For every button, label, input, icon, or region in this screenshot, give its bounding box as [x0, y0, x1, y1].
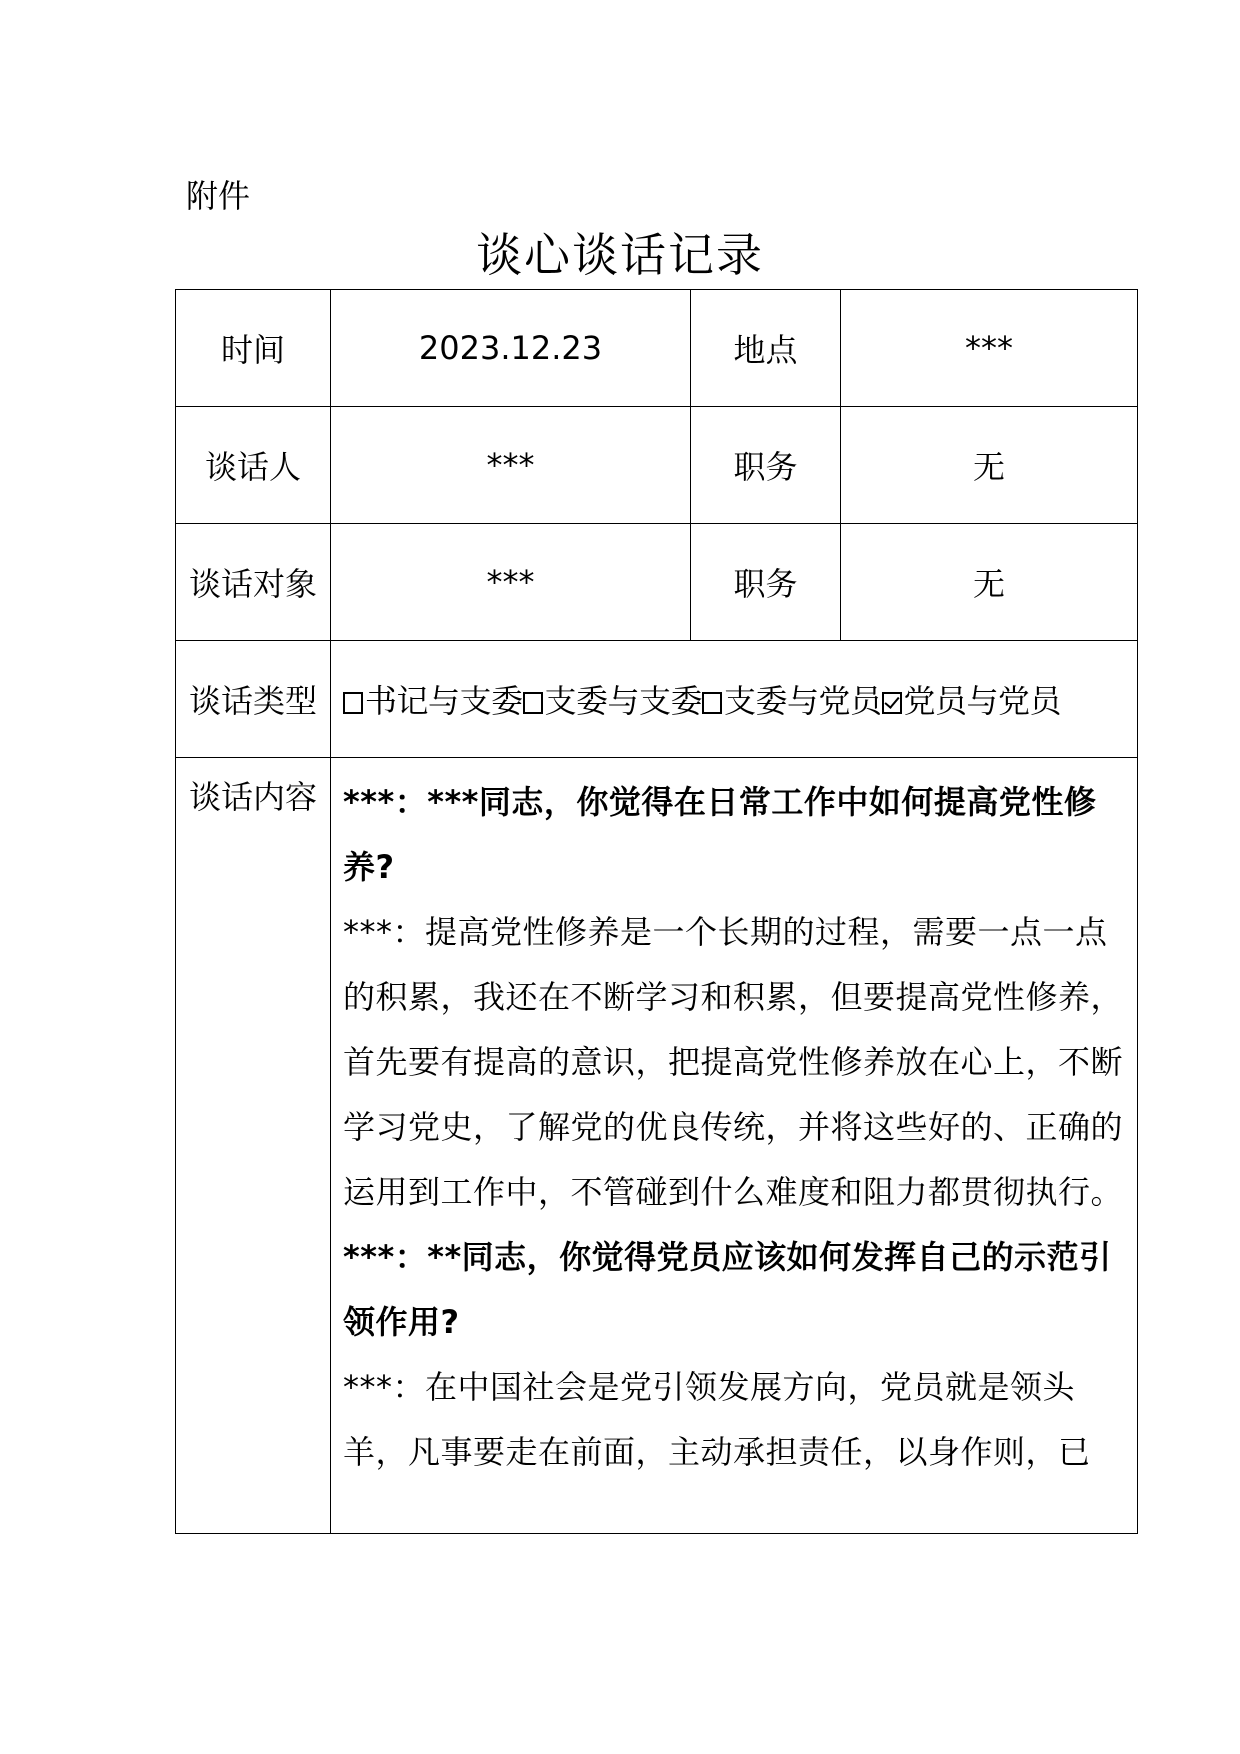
- content-question: ***：***同志，你觉得在日常工作中如何提高党性修养?: [343, 783, 1097, 886]
- table-row-content: [176, 758, 1138, 1534]
- content-answer: ***：提高党性修养是一个长期的过程，需要一点一点的积累，我还在不断学习和积累，但要提高党性修养，首先要有提高的意识，把提高党性修养放在心上，不断学习党史，了解党的优良传统，并将这些好的、正确的运用到工作中，不管碰到什么难度和阻力都贯彻执行。: [343, 913, 1124, 1211]
- speaker-value: ***: [331, 407, 691, 524]
- checkbox-checked-icon[interactable]: [882, 692, 902, 714]
- checkbox-icon[interactable]: [702, 692, 722, 714]
- content-cell: [331, 758, 1138, 1534]
- type-label: 谈话类型: [176, 641, 331, 758]
- type-option-label: 支委与支委: [544, 682, 703, 720]
- table-row-type: [176, 641, 1138, 758]
- place-value: ***: [841, 290, 1138, 407]
- place-label: 地点: [691, 290, 841, 407]
- table-row-target: [176, 524, 1138, 641]
- content-question: ***：**同志，你觉得党员应该如何发挥自己的示范引领作用?: [343, 1238, 1112, 1341]
- time-value: 2023.12.23: [331, 290, 691, 407]
- document-title: 谈心谈话记录: [476, 228, 764, 282]
- target-value: ***: [331, 524, 691, 641]
- type-option-committee-committee[interactable]: [523, 682, 703, 720]
- speaker-position-value: 无: [841, 407, 1138, 524]
- type-option-label: 支委与党员: [724, 682, 882, 720]
- speaker-position-label: 职务: [691, 407, 841, 524]
- record-table: [175, 289, 1138, 1534]
- type-option-committee-member[interactable]: [702, 682, 882, 720]
- target-position-value: 无: [841, 524, 1138, 641]
- checkbox-icon[interactable]: [523, 692, 543, 714]
- target-position-label: 职务: [691, 524, 841, 641]
- content-label: 谈话内容: [176, 758, 331, 1534]
- attachment-label: 附件: [186, 177, 251, 215]
- checkbox-icon[interactable]: [343, 692, 363, 714]
- time-label: 时间: [176, 290, 331, 407]
- type-option-label: 书记与支委: [365, 682, 523, 720]
- type-option-label: 党员与党员: [903, 682, 1062, 720]
- speaker-label: 谈话人: [176, 407, 331, 524]
- type-options: [331, 641, 1138, 758]
- table-row-speaker: [176, 407, 1138, 524]
- table-row-time: [176, 290, 1138, 407]
- type-option-secretary-committee[interactable]: [343, 682, 523, 720]
- type-option-member-member[interactable]: [882, 682, 1062, 720]
- target-label: 谈话对象: [176, 524, 331, 641]
- content-answer: ***：在中国社会是党引领发展方向，党员就是领头羊，凡事要走在前面，主动承担责任，以身作则，已: [343, 1368, 1091, 1471]
